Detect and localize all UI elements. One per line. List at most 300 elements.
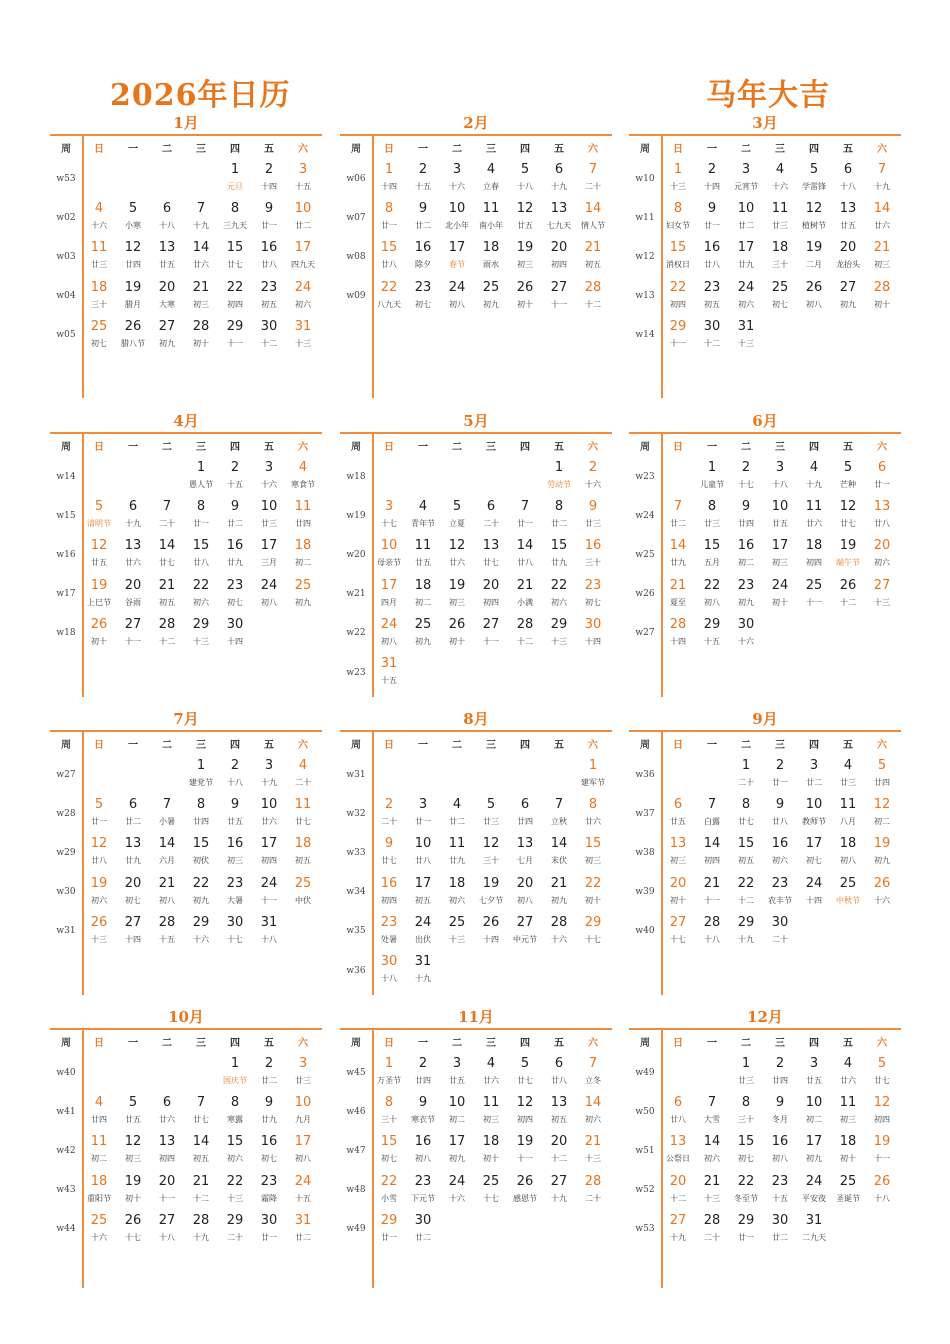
lunar-date: 廿六 [483, 1076, 499, 1086]
day-number: 19 [90, 875, 108, 891]
day-cell [440, 617, 474, 648]
day-number: 4 [486, 1056, 496, 1072]
lunar-date: 初七 [227, 597, 243, 607]
day-number: 19 [124, 279, 142, 295]
month-title: 3月 [752, 114, 778, 132]
lunar-date: 初三 [483, 1115, 499, 1125]
day-cell [82, 1213, 116, 1244]
week-column-divider [82, 1030, 84, 1288]
day-cell [576, 578, 610, 609]
lunar-date: 十一 [517, 1154, 533, 1164]
day-number: 17 [260, 538, 278, 554]
lunar-date: 十二 [261, 338, 277, 348]
day-number: 5 [809, 162, 819, 178]
lunar-date: 廿二 [551, 519, 567, 529]
day-cell [542, 162, 576, 193]
lunar-date: 初十 [772, 597, 788, 607]
lunar-date: 十三 [449, 934, 465, 944]
lunar-date: 十三 [551, 636, 567, 646]
day-cell [116, 915, 150, 946]
day-number: 20 [158, 1173, 176, 1189]
day-cell [695, 1134, 729, 1165]
day-cell [542, 797, 576, 828]
weekday-label: 五 [843, 1037, 853, 1049]
day-number: 24 [448, 279, 466, 295]
day-cell [576, 617, 610, 648]
day-cell [474, 578, 508, 609]
day-cell [797, 578, 831, 609]
day-number: 8 [196, 499, 206, 515]
day-number: 30 [226, 616, 244, 632]
lunar-date: 廿一 [704, 221, 720, 231]
lunar-date: 农丰节 [768, 895, 792, 905]
weekday-label: 三 [486, 1037, 496, 1049]
day-number: 14 [873, 201, 891, 217]
day-cell [661, 162, 695, 193]
day-cell [440, 240, 474, 271]
day-number: 20 [839, 240, 857, 256]
weekday-label: 日 [673, 1037, 683, 1049]
day-cell [218, 240, 252, 271]
week-row [629, 832, 901, 871]
lunar-date: 廿一 [193, 519, 209, 529]
lunar-date: 初七 [738, 1154, 754, 1164]
day-number: 30 [260, 1212, 278, 1228]
day-number: 26 [516, 279, 534, 295]
lunar-date: 立夏 [449, 519, 465, 529]
day-number: 1 [384, 162, 394, 178]
day-cell [695, 915, 729, 946]
day-cell [763, 797, 797, 828]
lunar-date: 初十 [483, 1154, 499, 1164]
day-number: 22 [226, 1173, 244, 1189]
day-number: 29 [192, 914, 210, 930]
week-row [340, 197, 612, 236]
day-cell [372, 797, 406, 828]
day-cell [218, 1095, 252, 1126]
lunar-date: 三十 [585, 558, 601, 568]
day-cell [797, 1174, 831, 1205]
lunar-date: 十八 [381, 974, 397, 984]
day-cell [218, 162, 252, 193]
lunar-date: 下元节 [411, 1193, 435, 1203]
week-number-header: 周 [640, 441, 650, 453]
day-number: 17 [737, 240, 755, 256]
week-row [340, 1091, 612, 1130]
week-number: w35 [346, 926, 366, 937]
day-cell [763, 836, 797, 867]
lunar-date: 廿一 [738, 1232, 754, 1242]
weekday-header [340, 1030, 612, 1052]
month-block [50, 1006, 322, 1248]
lunar-date: 廿七 [874, 1076, 890, 1086]
day-cell [440, 499, 474, 530]
day-number: 3 [452, 1056, 462, 1072]
lunar-date: 十六 [874, 895, 890, 905]
lunar-date: 植树节 [802, 221, 826, 231]
day-cell [184, 797, 218, 828]
day-cell [286, 499, 320, 530]
day-number: 12 [873, 797, 891, 813]
day-cell [372, 876, 406, 907]
lunar-date: 十三 [193, 636, 209, 646]
day-cell [372, 617, 406, 648]
weekday-label: 五 [843, 143, 853, 155]
day-cell [542, 836, 576, 867]
lunar-date: 感恩节 [513, 1193, 537, 1203]
week-number: w48 [346, 1185, 366, 1196]
day-number: 6 [162, 1095, 172, 1111]
day-number: 26 [448, 616, 466, 632]
week-row [50, 911, 322, 950]
day-cell [474, 1095, 508, 1126]
lunar-date: 元宵节 [734, 182, 758, 192]
lunar-date: 初二 [738, 558, 754, 568]
lunar-date: 初六 [738, 299, 754, 309]
day-cell [576, 499, 610, 530]
day-cell [474, 836, 508, 867]
day-number: 23 [380, 914, 398, 930]
day-cell [695, 836, 729, 867]
weekday-label: 五 [554, 441, 564, 453]
day-cell [661, 836, 695, 867]
lunar-date: 万圣节 [377, 1076, 401, 1086]
day-number: 14 [158, 538, 176, 554]
day-number: 24 [260, 875, 278, 891]
day-number: 2 [230, 460, 240, 476]
week-row [340, 1130, 612, 1169]
day-cell [695, 1213, 729, 1244]
week-number: w06 [346, 173, 366, 184]
week-number: w05 [56, 330, 76, 341]
lunar-date: 廿六 [874, 221, 890, 231]
lunar-date: 廿五 [517, 221, 533, 231]
lunar-date: 廿一 [517, 519, 533, 529]
day-cell [82, 280, 116, 311]
lunar-date: 廿一 [91, 817, 107, 827]
week-row [50, 613, 322, 652]
day-number: 26 [90, 914, 108, 930]
day-number: 28 [192, 318, 210, 334]
day-number: 6 [162, 201, 172, 217]
lunar-date: 平安夜 [802, 1193, 826, 1203]
lunar-date: 廿六 [806, 519, 822, 529]
day-number: 4 [452, 797, 462, 813]
week-row [629, 1209, 901, 1248]
lunar-date: 初九 [295, 597, 311, 607]
day-number: 16 [380, 875, 398, 891]
day-number: 10 [737, 201, 755, 217]
week-number: w34 [346, 887, 366, 898]
day-cell [865, 578, 899, 609]
day-cell [150, 240, 184, 271]
day-number: 20 [669, 875, 687, 891]
day-number: 29 [669, 318, 687, 334]
lunar-date: 初六 [193, 597, 209, 607]
day-cell [763, 1095, 797, 1126]
day-number: 9 [707, 201, 717, 217]
day-number: 23 [414, 279, 432, 295]
day-number: 19 [516, 240, 534, 256]
lunar-date: 初八 [261, 597, 277, 607]
week-number-header: 周 [640, 1037, 650, 1049]
week-row [340, 534, 612, 573]
lunar-date: 初四 [551, 260, 567, 270]
day-cell [508, 499, 542, 530]
weekday-label: 五 [264, 739, 274, 751]
weekday-label: 三 [196, 143, 206, 155]
day-number: 23 [260, 279, 278, 295]
day-cell [508, 578, 542, 609]
day-number: 17 [448, 1134, 466, 1150]
day-number: 29 [550, 616, 568, 632]
week-row [50, 1091, 322, 1130]
day-cell [286, 240, 320, 271]
day-number: 23 [771, 875, 789, 891]
weekday-label: 三 [196, 739, 206, 751]
lunar-date: 十四 [806, 895, 822, 905]
lunar-date: 十八 [261, 934, 277, 944]
lunar-date: 廿一 [772, 778, 788, 788]
day-number: 10 [805, 1095, 823, 1111]
day-cell [252, 319, 286, 350]
lunar-date: 廿四 [874, 778, 890, 788]
day-cell [406, 499, 440, 530]
day-number: 23 [771, 1173, 789, 1189]
lunar-date: 初三 [125, 1154, 141, 1164]
day-cell [474, 162, 508, 193]
weekday-label: 一 [128, 1037, 138, 1049]
lunar-date: 十二 [670, 1193, 686, 1203]
lunar-date: 初九 [159, 338, 175, 348]
day-number: 9 [775, 797, 785, 813]
week-number: w25 [635, 549, 655, 560]
lunar-date: 十五 [381, 676, 397, 686]
lunar-date: 十六 [193, 934, 209, 944]
day-cell [797, 797, 831, 828]
month-title: 12月 [747, 1008, 783, 1026]
week-number: w31 [56, 926, 76, 937]
lunar-date: 十二 [840, 597, 856, 607]
lunar-date: 初三 [772, 558, 788, 568]
day-cell [116, 876, 150, 907]
day-cell [542, 240, 576, 271]
day-number: 3 [809, 1056, 819, 1072]
day-cell [286, 1095, 320, 1126]
day-number: 27 [839, 279, 857, 295]
day-cell [252, 1056, 286, 1087]
weekday-label: 六 [588, 739, 598, 751]
day-number: 9 [384, 836, 394, 852]
day-cell [116, 319, 150, 350]
day-cell [474, 617, 508, 648]
day-cell [440, 1134, 474, 1165]
lunar-date: 十七 [738, 480, 754, 490]
day-number: 9 [418, 201, 428, 217]
week-number: w50 [635, 1106, 655, 1117]
day-number: 28 [669, 616, 687, 632]
day-number: 26 [839, 577, 857, 593]
day-number: 10 [260, 499, 278, 515]
day-cell [252, 578, 286, 609]
weekday-label: 日 [94, 143, 104, 155]
day-cell [82, 797, 116, 828]
day-number: 21 [550, 875, 568, 891]
month-title: 10月 [168, 1008, 204, 1026]
weekday-label: 二 [162, 143, 172, 155]
lunar-date: 初十 [517, 299, 533, 309]
day-cell [508, 797, 542, 828]
week-row [50, 534, 322, 573]
day-number: 23 [226, 577, 244, 593]
day-number: 26 [482, 914, 500, 930]
week-row [629, 495, 901, 534]
day-cell [797, 538, 831, 569]
lunar-date: 三十 [483, 856, 499, 866]
weekday-label: 日 [673, 143, 683, 155]
day-number: 4 [843, 758, 853, 774]
lunar-date: 廿五 [227, 817, 243, 827]
day-number: 2 [588, 460, 598, 476]
day-number: 4 [298, 460, 308, 476]
lunar-date: 南小年 [479, 221, 503, 231]
lunar-date: 十三 [670, 182, 686, 192]
week-number-header: 周 [351, 1037, 361, 1049]
day-cell [474, 538, 508, 569]
day-number: 17 [771, 538, 789, 554]
lunar-date: 十六 [551, 934, 567, 944]
week-row [50, 574, 322, 613]
day-number: 15 [669, 240, 687, 256]
lunar-date: 廿二 [670, 519, 686, 529]
week-number: w51 [635, 1145, 655, 1156]
day-cell [576, 915, 610, 946]
day-number: 1 [230, 162, 240, 178]
day-cell [286, 538, 320, 569]
day-cell [542, 538, 576, 569]
day-cell [440, 578, 474, 609]
lunar-date: 初二 [874, 817, 890, 827]
lunar-date: 初五 [295, 856, 311, 866]
day-cell [576, 1095, 610, 1126]
day-number: 2 [230, 758, 240, 774]
day-number: 11 [482, 201, 500, 217]
week-number: w11 [635, 212, 655, 223]
day-cell [695, 240, 729, 271]
day-number: 14 [703, 1134, 721, 1150]
day-cell [218, 201, 252, 232]
lunar-date: 三十 [381, 1115, 397, 1125]
day-cell [576, 758, 610, 789]
lunar-date: 十九 [670, 1232, 686, 1242]
lunar-date: 廿一 [261, 221, 277, 231]
week-row [340, 911, 612, 950]
lunar-date: 十五 [295, 182, 311, 192]
weekday-label: 一 [707, 1037, 717, 1049]
day-cell [831, 1174, 865, 1205]
day-cell [252, 280, 286, 311]
week-number: w23 [346, 667, 366, 678]
day-number: 21 [669, 577, 687, 593]
day-cell [372, 836, 406, 867]
week-row [50, 1209, 322, 1248]
lunar-date: 初四 [517, 1115, 533, 1125]
lunar-date: 腊月 [125, 299, 141, 309]
day-cell [184, 876, 218, 907]
weekday-header [50, 1030, 322, 1052]
day-number: 13 [550, 201, 568, 217]
day-cell [406, 1095, 440, 1126]
day-cell [763, 201, 797, 232]
day-number: 8 [707, 499, 717, 515]
lunar-date: 初三 [840, 1115, 856, 1125]
day-number: 26 [516, 1173, 534, 1189]
day-number: 30 [703, 318, 721, 334]
day-cell [661, 499, 695, 530]
day-number: 15 [584, 836, 602, 852]
day-cell [865, 280, 899, 311]
lunar-date: 廿三 [704, 519, 720, 529]
lunar-date: 初三 [874, 260, 890, 270]
lunar-date: 廿五 [449, 1076, 465, 1086]
day-number: 28 [158, 914, 176, 930]
week-row [629, 1170, 901, 1209]
day-cell [865, 460, 899, 491]
day-cell [184, 836, 218, 867]
day-number: 18 [771, 240, 789, 256]
lunar-date: 廿九 [227, 558, 243, 568]
day-number: 25 [448, 914, 466, 930]
day-number: 22 [380, 279, 398, 295]
day-cell [116, 499, 150, 530]
day-number: 21 [158, 875, 176, 891]
lunar-date: 二十 [585, 182, 601, 192]
day-cell [82, 201, 116, 232]
day-number: 3 [264, 460, 274, 476]
day-cell [508, 1174, 542, 1205]
day-cell [372, 499, 406, 530]
day-cell [661, 1134, 695, 1165]
day-cell [406, 1174, 440, 1205]
weekday-label: 五 [264, 143, 274, 155]
lunar-date: 愚人节 [189, 480, 213, 490]
day-number: 27 [873, 577, 891, 593]
day-cell [763, 1213, 797, 1244]
lunar-date: 十七 [381, 519, 397, 529]
week-number: w38 [635, 847, 655, 858]
lunar-date: 十九 [415, 974, 431, 984]
lunar-date: 十一 [551, 299, 567, 309]
week-column-divider [82, 732, 84, 995]
day-cell [372, 1056, 406, 1087]
weekday-label: 二 [162, 1037, 172, 1049]
week-row [50, 197, 322, 236]
lunar-date: 十二 [585, 299, 601, 309]
day-cell [576, 1174, 610, 1205]
lunar-date: 廿八 [193, 558, 209, 568]
day-number: 19 [124, 1173, 142, 1189]
day-cell [474, 797, 508, 828]
day-cell [508, 162, 542, 193]
day-number: 2 [264, 162, 274, 178]
day-cell [576, 460, 610, 491]
week-number: w41 [56, 1106, 76, 1117]
day-number: 30 [380, 954, 398, 970]
day-cell [82, 1174, 116, 1205]
lunar-date: 二十 [159, 519, 175, 529]
day-number: 1 [673, 162, 683, 178]
weekday-label: 一 [418, 441, 428, 453]
